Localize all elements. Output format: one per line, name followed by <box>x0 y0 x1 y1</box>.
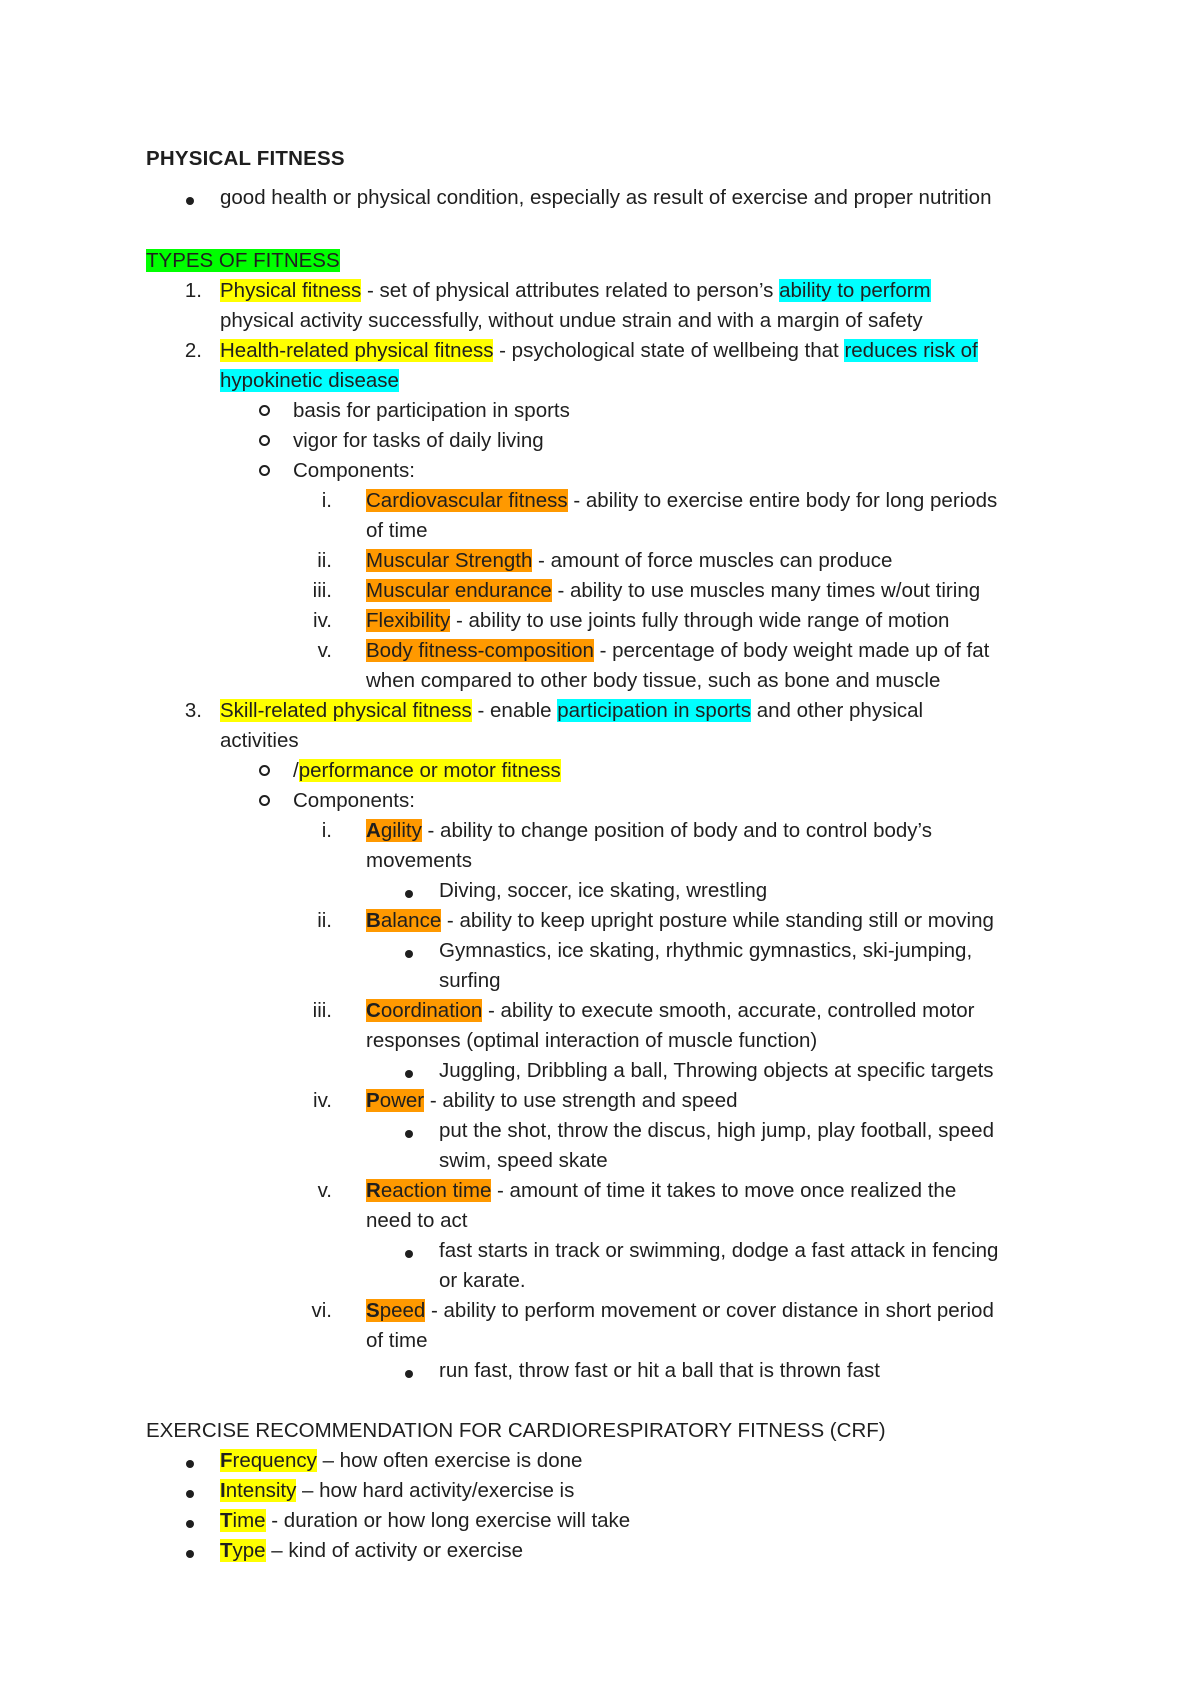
example-item: put the shot, throw the discus, high jump, play football, speed <box>439 1119 994 1142</box>
page-title: PHYSICAL FITNESS <box>146 147 345 170</box>
component-term: Cardiovascular fitness <box>366 489 568 512</box>
type2-highlight: reduces risk of <box>844 339 978 362</box>
component-term: Muscular endurance <box>366 579 552 602</box>
example-item-line2: swim, speed skate <box>439 1149 608 1172</box>
roman-numeral: ii. <box>317 549 332 572</box>
roman-numeral: iii. <box>312 999 332 1022</box>
type1-line2: physical activity successfully, without undue strain and with a margin of safety <box>220 309 923 332</box>
type3-term: Skill-related physical fitness <box>220 699 472 722</box>
type2-line1: Health-related physical fitness - psychological state of wellbeing that reduces risk of <box>220 339 978 362</box>
type2-sub-item: Components: <box>293 459 415 482</box>
circle-bullet-icon <box>259 765 270 776</box>
component-line2: of time <box>366 519 428 542</box>
roman-numeral: v. <box>317 1179 332 1202</box>
bullet-icon <box>186 1520 194 1528</box>
circle-bullet-icon <box>259 465 270 476</box>
crf-item: Intensity – how hard activity/exercise is <box>220 1479 575 1502</box>
component-term: Agility <box>366 819 422 842</box>
example-item: run fast, throw fast or hit a ball that is thrown fast <box>439 1359 880 1382</box>
component-line2: movements <box>366 849 472 872</box>
component-line2: when compared to other body tissue, such as bone and muscle <box>366 669 941 692</box>
type3-highlight: participation in sports <box>557 699 751 722</box>
type2-sub-item: vigor for tasks of daily living <box>293 429 544 452</box>
roman-numeral: iii. <box>312 579 332 602</box>
component-term: Speed <box>366 1299 426 1322</box>
example-item: Diving, soccer, ice skating, wrestling <box>439 879 768 902</box>
roman-numeral: iv. <box>313 609 332 632</box>
list-number: 1. <box>184 279 202 302</box>
roman-numeral: i. <box>321 819 332 842</box>
type2-line2: hypokinetic disease <box>220 369 399 392</box>
component-term: Reaction time <box>366 1179 492 1202</box>
definition-text: good health or physical condition, especially as result of exercise and proper nutrition <box>220 186 992 209</box>
example-item-line2: or karate. <box>439 1269 526 1292</box>
component-line: Flexibility - ability to use joints fully through wide range of motion <box>366 609 950 632</box>
component-term: Balance <box>366 909 442 932</box>
component-line: Balance - ability to keep upright posture while standing still or moving <box>366 909 994 932</box>
type2-term: Health-related physical fitness <box>220 339 494 362</box>
type3-sub-item: Components: <box>293 789 415 812</box>
component-line: Power - ability to use strength and speed <box>366 1089 738 1112</box>
component-line: Agility - ability to change position of body and to control body’s <box>366 819 932 842</box>
component-line: Body fitness-composition - percentage of body weight made up of fat <box>366 639 990 662</box>
roman-numeral: iv. <box>313 1089 332 1112</box>
circle-bullet-icon <box>259 435 270 446</box>
crf-item: Frequency – how often exercise is done <box>220 1449 583 1472</box>
bullet-icon <box>405 1130 413 1138</box>
circle-bullet-icon <box>259 795 270 806</box>
roman-numeral: i. <box>321 489 332 512</box>
circle-bullet-icon <box>259 405 270 416</box>
example-item: fast starts in track or swimming, dodge a fast attack in fencing <box>439 1239 999 1262</box>
bullet-icon <box>405 890 413 898</box>
component-line: Muscular endurance - ability to use muscles many times w/out tiring <box>366 579 981 602</box>
component-term: Body fitness-composition <box>366 639 594 662</box>
bullet-icon <box>186 197 194 205</box>
component-line: Cardiovascular fitness - ability to exercise entire body for long periods <box>366 489 998 512</box>
type1-line1: Physical fitness - set of physical attributes related to person’s ability to perform <box>220 279 931 302</box>
component-line: Muscular Strength - amount of force muscles can produce <box>366 549 893 572</box>
component-line: Coordination - ability to execute smooth, accurate, controlled motor <box>366 999 975 1022</box>
roman-numeral: vi. <box>311 1299 332 1322</box>
bullet-icon <box>186 1550 194 1558</box>
example-item-line2: surfing <box>439 969 501 992</box>
bullet-icon <box>405 1370 413 1378</box>
example-item: Gymnastics, ice skating, rhythmic gymnastics, ski-jumping, <box>439 939 973 962</box>
list-number: 3. <box>184 699 202 722</box>
component-term: Flexibility <box>366 609 451 632</box>
type1-highlight: ability to perform <box>779 279 931 302</box>
list-number: 2. <box>184 339 202 362</box>
bullet-icon <box>405 950 413 958</box>
component-term: Muscular Strength <box>366 549 533 572</box>
example-item: Juggling, Dribbling a ball, Throwing objects at specific targets <box>439 1059 994 1082</box>
component-term: Coordination <box>366 999 483 1022</box>
crf-heading: EXERCISE RECOMMENDATION FOR CARDIORESPIRATORY FITNESS (CRF) <box>146 1419 886 1442</box>
type3-line1: Skill-related physical fitness - enable participation in sports and other physical <box>220 699 924 722</box>
roman-numeral: v. <box>317 639 332 662</box>
type3-sub-item: /performance or motor fitness <box>293 759 561 782</box>
bullet-icon <box>405 1070 413 1078</box>
component-line: Reaction time - amount of time it takes to move once realized the <box>366 1179 957 1202</box>
bullet-icon <box>186 1490 194 1498</box>
component-line2: of time <box>366 1329 428 1352</box>
type1-term: Physical fitness <box>220 279 362 302</box>
crf-item: Time - duration or how long exercise will take <box>220 1509 631 1532</box>
component-line2: responses (optimal interaction of muscle function) <box>366 1029 818 1052</box>
type3-line2: activities <box>220 729 299 752</box>
component-line: Speed - ability to perform movement or cover distance in short period <box>366 1299 994 1322</box>
component-line2: need to act <box>366 1209 468 1232</box>
component-term: Power <box>366 1089 425 1112</box>
type2-sub-item: basis for participation in sports <box>293 399 570 422</box>
types-heading: TYPES OF FITNESS <box>146 249 340 272</box>
bullet-icon <box>405 1250 413 1258</box>
crf-item: Type – kind of activity or exercise <box>220 1539 524 1562</box>
roman-numeral: ii. <box>317 909 332 932</box>
bullet-icon <box>186 1460 194 1468</box>
